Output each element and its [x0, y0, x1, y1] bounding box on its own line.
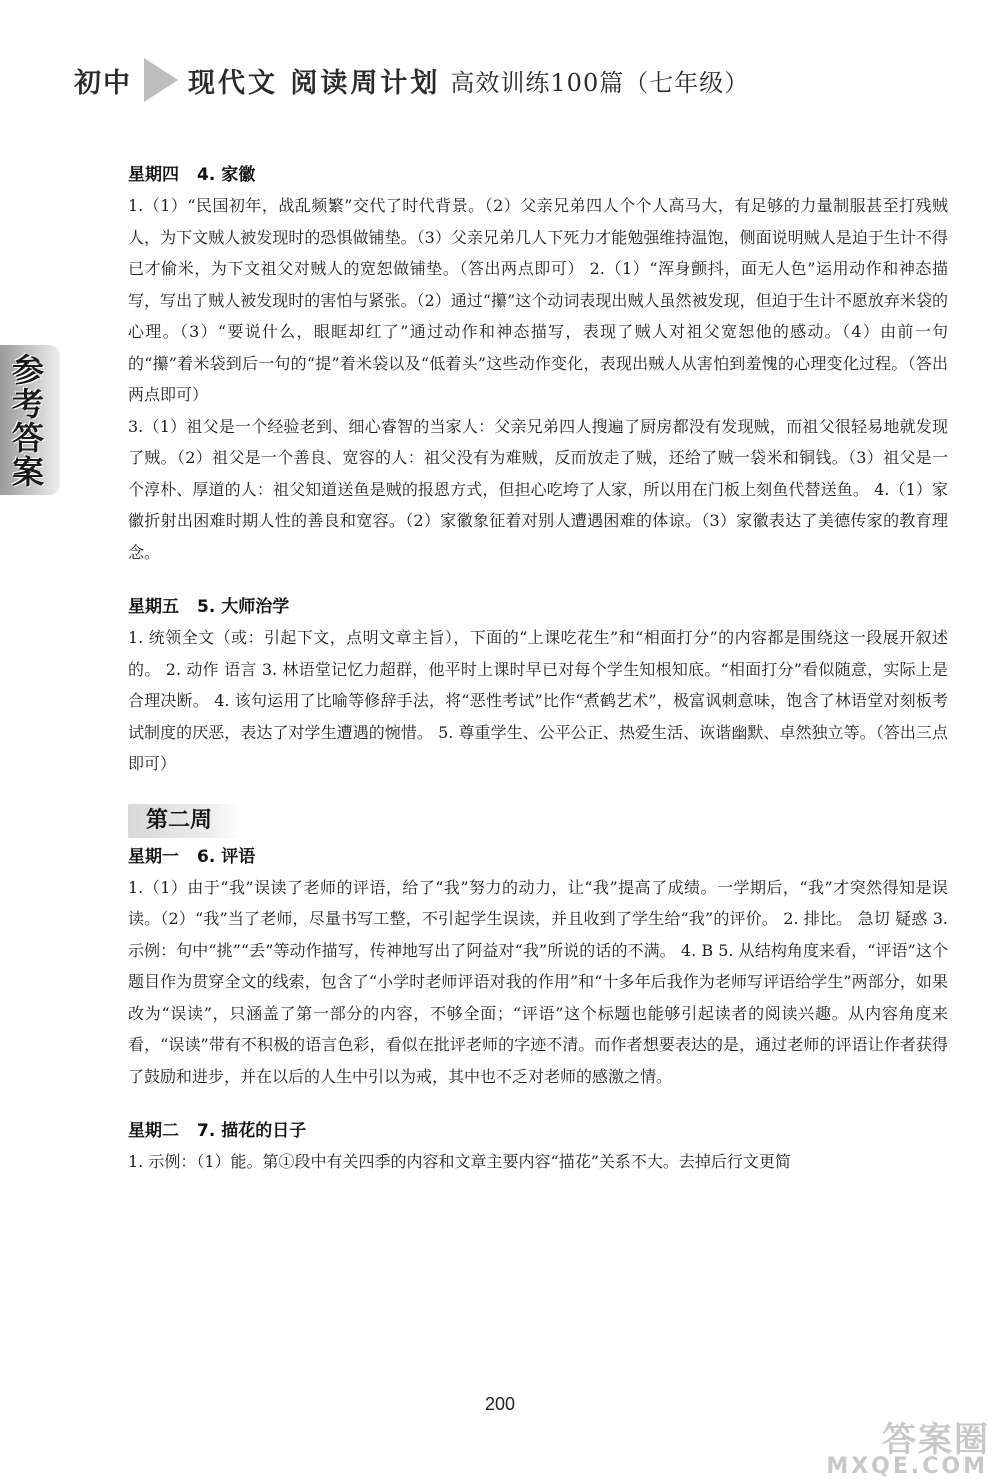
section-day: 星期二 [128, 1121, 179, 1141]
running-header [74, 58, 749, 102]
section-heading: 6. 评语 [197, 846, 256, 867]
answer-paragraph: 1. 示例：（1）能。第①段中有关四季的内容和文章主要内容“描花”关系不大。去掉后行文更简 [128, 1152, 791, 1171]
header-title: 现代文 阅读周计划 [188, 67, 441, 99]
section-tuesday [128, 1116, 948, 1178]
section-title [128, 842, 948, 872]
section-day: 星期四 [128, 165, 179, 185]
section-thursday [128, 160, 948, 568]
answer-paragraph: 1. 统领全文（或：引起下文，点明文章主旨），下面的“上课吃花生”和“相面打分”的内容都是围绕这一段展开叙述的。 2. 动作 语言 3. 林语堂记忆力超群，他平时上课时早已对每个学生知根知底。“相面打分”看似随意，实际上是合理决断。 4. 该句运用了比喻等修辞手法，将“恶性考试”比作“煮鹤艺术”，极富讽刺意味，饱含了林语堂对刻板考试制度的厌恶，表达了对学生遭遇的惋惜。 5. 尊重学生、公平公正、热爱生活、诙谐幽默、卓然独立等。（答出三点即可） [128, 628, 948, 773]
watermark-logo [820, 1410, 1000, 1482]
page-number: 200 [484, 1394, 516, 1414]
answer-paragraph: 3.（1）祖父是一个经验老到、细心睿智的当家人：父亲兄弟四人搜遍了厨房都没有发现贼，而祖父很轻易地就发现了贼。（2）祖父是一个善良、宽容的人：祖父没有为难贼，反而放走了贼，还给了贼一袋米和铜钱。（3）祖父是一个淳朴、厚道的人：祖父知道送鱼是贼的报恩方式，但担心吃垮了人家，所以用在门板上刻鱼代替送鱼。 4.（1）家徽折射出困难时期人性的善良和宽容。（2）家徽象征着对别人遭遇困难的体谅。（3）家徽表达了美德传家的教育理念。 [128, 416, 948, 562]
watermark-url: MXQE.COM [826, 1454, 988, 1479]
header-triangle-icon [144, 58, 178, 102]
section-title [128, 160, 948, 190]
header-subtitle: 高效训练100篇（七年级） [450, 68, 750, 97]
header-level: 初中 [74, 67, 132, 99]
section-day: 星期一 [128, 846, 179, 867]
section-monday [128, 842, 948, 1093]
answer-content [128, 160, 948, 1202]
watermark-text: 答案圈 [882, 1420, 990, 1460]
side-tab [0, 345, 60, 495]
section-heading: 5. 大师治学 [197, 597, 290, 617]
answer-paragraph: 1.（1）由于“我”误读了老师的评语，给了“我”努力的动力，让“我”提高了成绩。一学期后，“我”才突然得知是误读。（2）“我”当了老师，尽量书写工整，不引起学生误读，并且收到了学生给“我”的评价。 2. 排比。 急切 疑惑 3. 示例：句中“挑”“丢”等动作描写，传神地写出了阿益对“我”所说的话的不满。 4. B 5. 从结构角度来看，“评语”这个题目作为贯穿全文的线索，包含了“小学时老师评语对我的作用”和“十多年后我作为老师写评语给学生”两部分，如果改为“误读”，只涵盖了第一部分的内容，不够全面；“评语”这个标题也能够引起读者的阅读兴趣。从内容角度来看，“误读”带有不积极的语言色彩，看似在批评老师的字迹不清。而作者想要表达的是，通过老师的评语让作者获得了鼓励和进步，并在以后的人生中引以为戒，其中也不乏对老师的感激之情。 [128, 877, 948, 1086]
answer-paragraph: 1.（1）“民国初年，战乱频繁”交代了时代背景。（2）父亲兄弟四人个个人高马大，有足够的力量制服甚至打残贼人，为下文贼人被发现时的恐惧做铺垫。（3）父亲兄弟几人下死力才能勉强维持温饱，侧面说明贼人是迫于生计不得已才偷米，为下文祖父对贼人的宽恕做铺垫。（答出两点即可） 2.（1）“浑身颤抖，面无人色”运用动作和神态描写，写出了贼人被发现时的害怕与紧张。（2）通过“攥”这个动词表现出贼人虽然被发现，但迫于生计不愿放弃米袋的心理。（3）“要说什么，眼眶却红了”通过动作和神态描写，表现了贼人对祖父宽恕他的感动。（4）由前一句的“攥”着米袋到后一句的“提”着米袋以及“低着头”这些动作变化，表现出贼人从害怕到羞愧的心理变化过程。（答出两点即可） [128, 196, 948, 404]
section-title [128, 592, 948, 622]
section-title [128, 1116, 948, 1146]
section-friday [128, 592, 948, 780]
section-day: 星期五 [128, 597, 179, 617]
section-heading: 7. 描花的日子 [197, 1121, 307, 1141]
section-heading: 4. 家徽 [197, 165, 256, 185]
side-tab-label: 参考答案 [11, 351, 44, 491]
week-heading: 第二周 [128, 804, 242, 838]
